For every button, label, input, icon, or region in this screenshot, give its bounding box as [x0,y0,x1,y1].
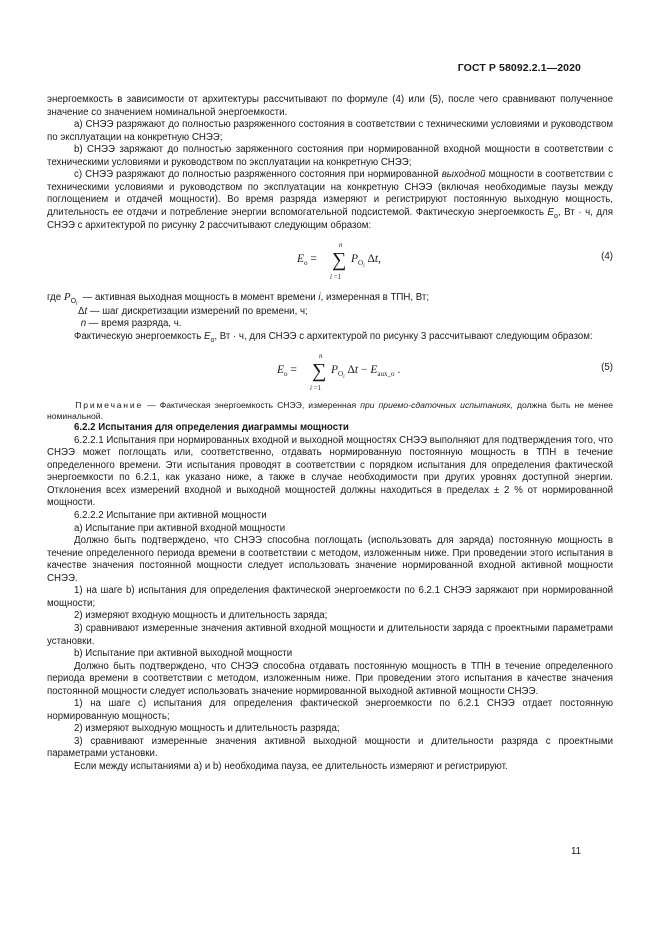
formula-5 [47,348,613,400]
step-output-2: 2) измеряют выходную мощность и длительность разряда; [74,723,340,735]
page-number: 11 [570,846,581,857]
step-input-3: 3) сравнивают измеренные значения активной входной мощности и длительности заряда с проектными параметрами установки. [47,622,613,647]
paragraph-continuation: энергоемкость в зависимости от архитектуры рассчитывают по формуле (4) или (5), после чего сравнивают полученное значение со значением номинальной энергоемкости. [47,94,613,118]
paragraph-6-2-2-1: 6.2.2.1 Испытания при нормированных входной и выходной мощностях СНЭЭ выполняют для подтверждения того, что СНЭЭ может поглощать или, соответственно, отдавать нормированную постоянную мощность в ТПН в течение определенного времени. Эти испытания проводят в соответствии с порядком испытания для определения фактической энергоемкости по 6.2.1, как указано ниже, а также в случае необходимости при других уровнях доступной энергии. Отклонения всех измерений входной и выходной мощностей должны находиться в пределах ± 2 % от нормированной мощности. [47,434,613,509]
step-input-2: 2) измеряют входную мощность и длительность заряда; [74,610,328,622]
subheading-active-output: b) Испытание при активной выходной мощности [74,648,293,660]
formula-5-number: (5) [601,362,613,374]
page-body [47,94,613,774]
subheading-active-input: a) Испытание при активной входной мощности [74,522,286,534]
paragraph-pause: Если между испытаниями a) и b) необходима пауза, ее длительность измеряют и регистрируют. [74,760,508,772]
list-item-b: b) СНЭЭ заряжают до полностью заряженного состояния при нормированной входной мощности в соответствии с техническими условиями и руководством по эксплуатации на конкретную СНЭЭ; [47,144,613,168]
section-heading: 6.2.2 Испытания для определения диаграммы мощности [74,422,349,434]
list-item-c: c) СНЭЭ разряжают до полностью разряженного состояния при нормированной выходной мощности в соответствии с техническими условиями и руководством по эксплуатации на конкретную СНЭЭ (включая необходимые паузы между поглощением и отдачей мощности). Во время разряда измеряют и регистрируют постоянную выходную мощность, длительность ее отдачи и потребление энергии вспомогательной подсистемой. Фактическую энергоемкость $E_o$, Вт · ч, для СНЭЭ с архитектурой по рисунку 2 рассчитывают следующим образом: [47,169,613,232]
list-item-a: a) СНЭЭ разряжают до полностью разряженного состояния в соответствии с техническими условиями и руководством по эксплуатации на конкретную СНЭЭ; [47,119,613,143]
paragraph-output-requirement: Должно быть подтверждено, что СНЭЭ способна отдавать постоянную мощность в ТПН в течение определенного периода времени в соответствии с методом, изложенным ниже. При проведении этого испытания в качестве значения постоянной мощности следует использовать значение нормированной выходной активной мощности СНЭЭ. [47,660,613,697]
document-id-header: ГОСТ Р 58092.2.1—2020 [457,62,581,74]
paragraph-6-2-2-2: 6.2.2.2 Испытание при активной мощности [74,510,267,522]
step-output-1: 1) на шаге c) испытания для определения фактической энергоемкости по 6.2.1 СНЭЭ отдает постоянную нормированную мощность; [47,698,613,722]
definition-n: n — время разряда, ч. [80,318,182,330]
definition-p-oi: где $P_{Oi}$ — активная выходная мощность в момент времени i, измеренная в ТПН, Вт; [47,291,430,308]
paragraph-energy-arch3: Фактическую энергоемкость $E_o$, Вт · ч, для СНЭЭ с архитектурой по рисунку 3 рассчитывают следующим образом: [74,330,593,344]
note: Примечание — Фактическая энергоемкость СНЭЭ, измеренная при приемо-сдаточных испытаниях, должна быть не менее номинальной. [47,400,614,422]
definition-delta-t: Δt — шаг дискретизации измерений по времени, ч; [78,305,308,317]
note-label: Примечание [75,400,144,411]
step-output-3: 3) сравнивают измеренные значения активной выходной мощности и длительности разряда с проектными параметрами установки. [47,735,613,760]
formula-4-number: (4) [601,251,613,263]
formula-4 [47,237,613,289]
formula-5-expression: $E_o$ = n ∑ i =1 $P_{Oi}$ $\Delta t - E_{aux\_o}$ . [277,352,401,393]
step-input-1: 1) на шаге b) испытания для определения фактической энергоемкости по 6.2.1 СНЭЭ заряжают при нормированной мощности; [47,585,613,609]
paragraph-input-requirement: Должно быть подтверждено, что СНЭЭ способна поглощать (использовать для заряда) постоянную мощность в течение определенного периода времени в соответствии с методом, изложенным ниже. При проведении этого испытания в качестве значения постоянной мощности следует использовать значение нормированной входной активной мощности СНЭЭ. [47,535,613,584]
formula-4-expression: $E_o$ = n ∑ i =1 $P_{Oi}$ Δt, [297,241,381,282]
variable-definitions [47,291,613,331]
